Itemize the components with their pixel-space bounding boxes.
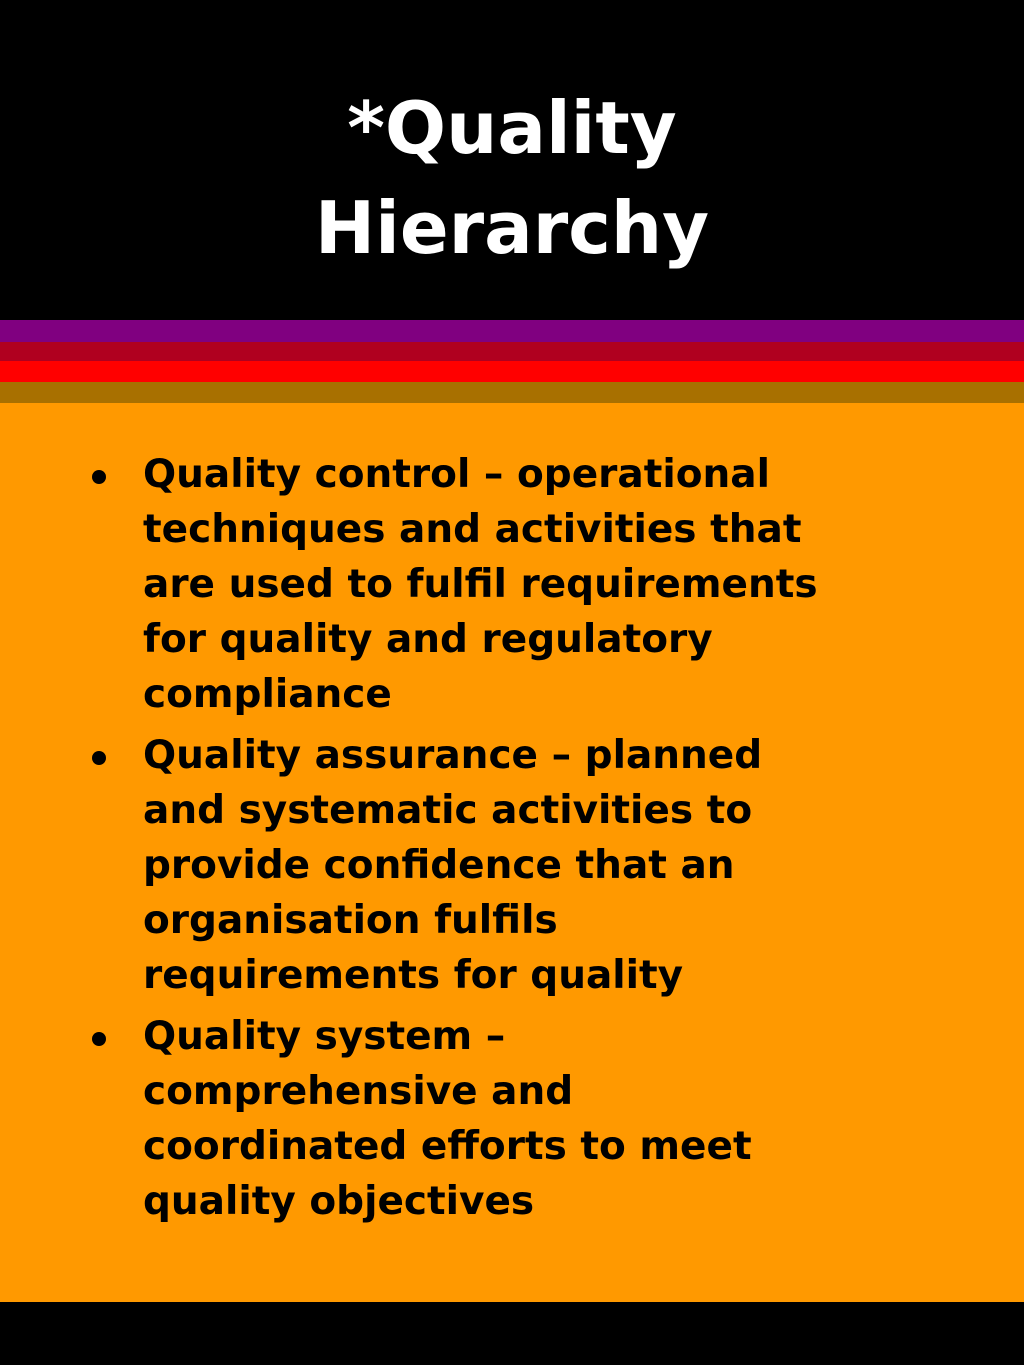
slide-title xyxy=(0,78,1024,278)
bullet-text-line: Quality assurance – planned xyxy=(143,733,763,778)
bullet-dot-icon xyxy=(92,751,106,765)
bullet-dot-icon xyxy=(92,470,106,484)
decorative-stripe-crimson xyxy=(0,342,1024,361)
bullet-item-quality-system xyxy=(0,1009,903,1229)
bullet-text-line: organisation fulfils xyxy=(143,898,558,943)
footer-bar xyxy=(0,1302,1024,1365)
decorative-stripe-purple xyxy=(0,320,1024,342)
title-area xyxy=(0,0,1024,320)
bullet-text-line: coordinated efforts to meet xyxy=(143,1124,752,1169)
bullet-list xyxy=(0,447,1024,1235)
bullet-item-quality-control xyxy=(0,447,903,722)
bullet-text-line: for quality and regulatory xyxy=(143,617,713,662)
bullet-text-line: compliance xyxy=(143,672,392,717)
bullet-text-line: comprehensive and xyxy=(143,1069,574,1114)
bullet-text-line: are used to fulfil requirements xyxy=(143,562,818,607)
bullet-item-quality-assurance xyxy=(0,728,903,1003)
bullet-text-line: quality objectives xyxy=(143,1179,535,1224)
decorative-stripe-red xyxy=(0,361,1024,382)
bullet-text-line: techniques and activities that xyxy=(143,507,802,552)
bullet-text-line: provide confidence that an xyxy=(143,843,735,888)
bullet-text-line: requirements for quality xyxy=(143,953,684,998)
bullet-dot-icon xyxy=(92,1032,106,1046)
title-line-2: Hierarchy xyxy=(314,186,710,270)
bullet-text-line: Quality system – xyxy=(143,1014,506,1059)
decorative-stripe-brown xyxy=(0,382,1024,403)
bullet-text-line: and systematic activities to xyxy=(143,788,753,833)
title-line-1: *Quality xyxy=(347,86,677,170)
bullet-text-line: Quality control – operational xyxy=(143,452,770,497)
